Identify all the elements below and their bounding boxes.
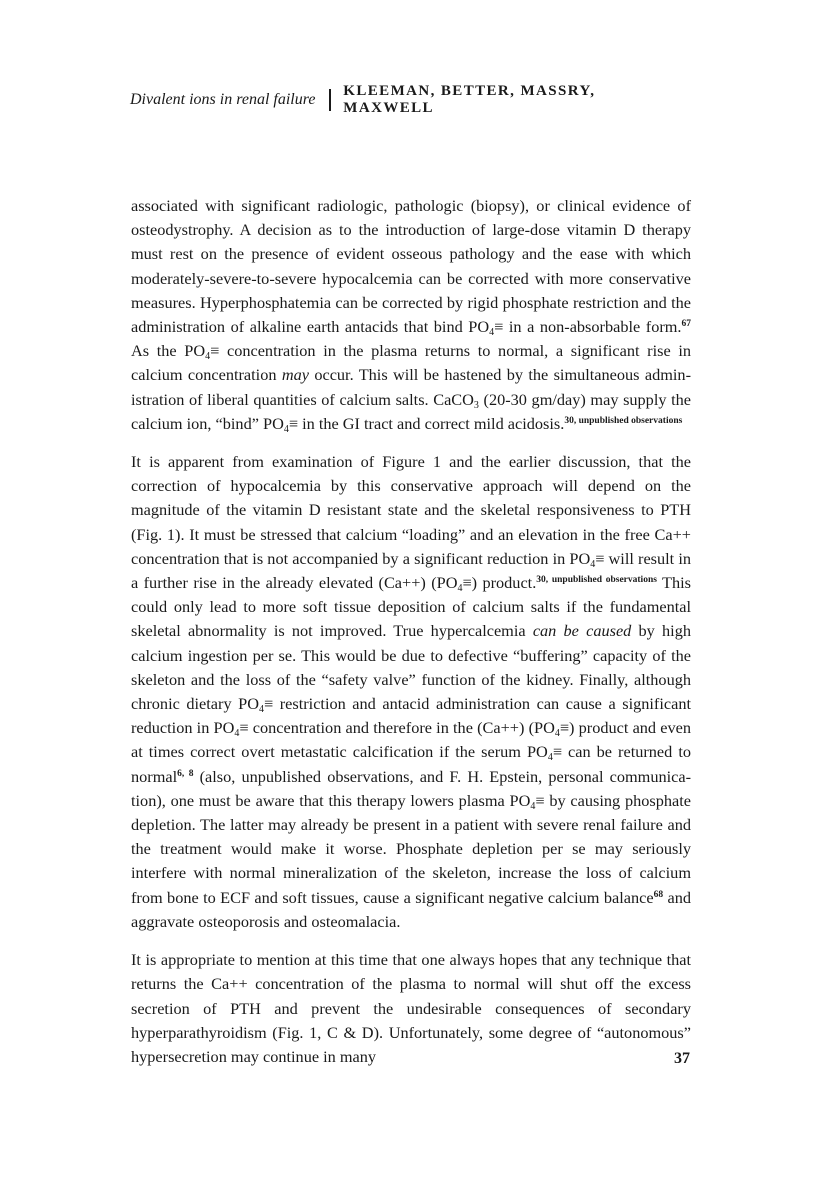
- text-run: As the PO: [131, 341, 206, 361]
- subscript: 4: [489, 327, 495, 339]
- text-run: ≡) product.: [462, 573, 537, 593]
- subscript: 4: [590, 558, 596, 570]
- text-run: ≡ in a non-absorbable form.: [494, 317, 682, 337]
- text-run: associated with significant radiologic, pathologic (biopsy), or clinical evidence of osteodystrophy. A decision as to the introduction of large-dose vitamin D therapy must rest on the presence of evident osseous pathology and the ease with which moderately-severe-to-severe hypocalcemia can be corrected with more conservative measures. Hyperphosphatemia can be corrected by rigid phosphate restriction and the administration of alkaline earth antacids that bind PO: [131, 196, 691, 337]
- text-run: It is appropriate to mention at this time that one always hopes that any technique that returns the Ca++ concentration of the plasma to normal will shut off the excess secretion of PTH and prevent the undesirable consequences of secondary hyperparathyroidism (Fig. 1, C & D). Unfortunately, some degree of “autonomous” hypersecretion may continue in many: [131, 950, 691, 1066]
- text-run: ≡ can be returned to normal: [131, 742, 691, 786]
- text-run: ≡ concentration and therefore in the (Ca++) (PO: [239, 718, 555, 738]
- reference-marker: 30, unpublished observations: [536, 575, 657, 586]
- text-run: It is apparent from examination of Figure 1 and the earlier discussion, that the correction of hypocalcemia by this conservative approach will depend on the magnitude of the vitamin D resistant state and the skeletal responsiveness to PTH (Fig. 1). It must be stressed that calcium “loading” and an elevation in the free Ca++ concentration that is not accompanied by a significant reduction in PO: [131, 452, 691, 568]
- running-head-authors: KLEEMAN, BETTER, MASSRY, MAXWELL: [343, 83, 596, 116]
- running-head: [130, 83, 690, 116]
- emphasis: can be caused: [532, 621, 632, 641]
- text-run: (also, unpublished observations, and F. H. Epstein, personal communication), one must be aware that this therapy lowers plasma PO: [131, 766, 692, 810]
- text-run: This could only lead to more soft tissue deposition of calcium salts if the fundamental skeletal abnormality is not improved. True hypercalcemia: [131, 573, 691, 641]
- subscript: 4: [258, 704, 264, 716]
- emphasis: may: [281, 365, 309, 385]
- reference-marker: 67: [681, 319, 691, 330]
- subscript: 4: [554, 728, 560, 740]
- text-run: and aggravate osteoporosis and osteomalacia.: [131, 887, 692, 931]
- subscript: 4: [205, 351, 211, 363]
- subscript: 4: [283, 423, 289, 435]
- subscript: 4: [234, 728, 240, 740]
- running-head-divider: [329, 89, 331, 111]
- text-run: by high calcium ingestion per se. This would be due to defective “buffering” capacity of the skeleton and the loss of the “safety valve” function of the kidney. Finally, although chronic dietary PO: [131, 621, 691, 714]
- page-number: 37: [674, 1050, 690, 1067]
- paragraph-3: [131, 948, 691, 1069]
- text-run: ≡) product and even at times correct overt metastatic calcification if the serum PO: [131, 718, 692, 762]
- text-run: (20-30 gm/day) may supply the calcium ion, “bind” PO: [131, 389, 691, 433]
- text-run: ≡ in the GI tract and correct mild acidosis.: [288, 413, 565, 433]
- reference-marker: 30, unpublished observations: [564, 415, 683, 426]
- subscript: 4: [457, 583, 463, 595]
- reference-marker: 68: [653, 889, 664, 900]
- text-run: ≡ by causing phosphate depletion. The latter may already be present in a patient with severe renal failure and the treatment would make it worse. Phosphate depletion per se may seriously interfere with normal mineralization of the skeleton, increase the loss of calcium from bone to ECF and soft tissues, cause a significant negative calcium balance: [131, 790, 691, 907]
- text-run: occur. This will be hastened by the simultaneous administration of liberal quantities of calcium salts. CaCO: [131, 365, 691, 409]
- subscript: 3: [473, 399, 479, 411]
- subscript: 4: [547, 752, 553, 764]
- text-run: ≡ concentration in the plasma returns to normal, a significant rise in calcium concentration: [131, 341, 691, 385]
- paragraph-1: [131, 194, 691, 436]
- text-run: ≡ will result in a further rise in the already elevated (Ca++) (PO: [131, 548, 691, 593]
- body-text: [131, 194, 691, 1083]
- running-head-title: Divalent ions in renal failure: [130, 91, 316, 108]
- subscript: 4: [530, 800, 536, 812]
- text-run: ≡ restriction and antacid administration can cause a significant reduction in PO: [131, 694, 691, 738]
- reference-marker: 6, 8: [177, 768, 194, 779]
- paragraph-2: [131, 450, 691, 934]
